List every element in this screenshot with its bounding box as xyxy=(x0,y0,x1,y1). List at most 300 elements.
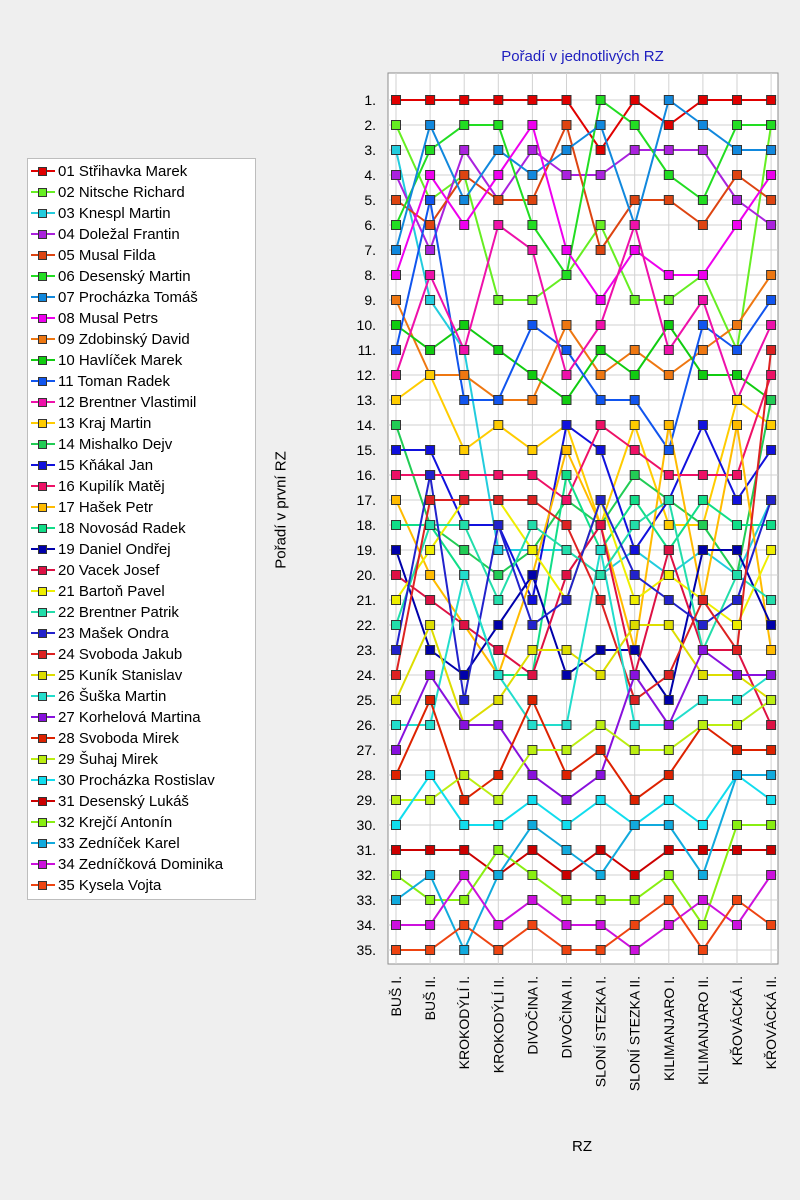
legend-label: 19 Daniel Ondřej xyxy=(58,541,171,558)
data-point xyxy=(664,271,673,280)
legend-label: 11 Toman Radek xyxy=(58,373,171,390)
data-point xyxy=(494,146,503,155)
data-point xyxy=(494,346,503,355)
data-point xyxy=(562,321,571,330)
data-point xyxy=(664,546,673,555)
x-tick-label: KILIMANJARO II. xyxy=(694,976,711,1085)
y-tick-label: 3. xyxy=(364,142,376,158)
data-point xyxy=(392,821,401,830)
data-point xyxy=(698,871,707,880)
data-point xyxy=(596,246,605,255)
data-point xyxy=(733,396,742,405)
data-point xyxy=(460,571,469,580)
data-point xyxy=(596,371,605,380)
data-point xyxy=(426,196,435,205)
data-point xyxy=(494,221,503,230)
data-point xyxy=(698,196,707,205)
data-point xyxy=(767,821,776,830)
data-point xyxy=(494,296,503,305)
data-point xyxy=(528,771,537,780)
data-point xyxy=(767,446,776,455)
data-point xyxy=(528,696,537,705)
data-point xyxy=(528,721,537,730)
data-point xyxy=(528,396,537,405)
data-point xyxy=(460,471,469,480)
data-point xyxy=(426,171,435,180)
data-point xyxy=(426,296,435,305)
data-point xyxy=(426,246,435,255)
y-tick-label: 17. xyxy=(356,492,376,508)
y-tick-label: 30. xyxy=(356,817,376,833)
data-point xyxy=(767,921,776,930)
legend-label: 32 Krejčí Antonín xyxy=(58,814,173,831)
data-point xyxy=(767,146,776,155)
data-point xyxy=(562,146,571,155)
data-point xyxy=(494,846,503,855)
data-point xyxy=(698,321,707,330)
data-point xyxy=(460,696,469,705)
data-point xyxy=(494,496,503,505)
data-point xyxy=(528,821,537,830)
x-tick-label: KŘOVÁCKÁ I. xyxy=(729,976,745,1066)
data-point xyxy=(460,546,469,555)
data-point xyxy=(528,446,537,455)
data-point xyxy=(733,896,742,905)
data-point xyxy=(630,446,639,455)
data-point xyxy=(664,746,673,755)
data-point xyxy=(630,571,639,580)
data-point xyxy=(392,721,401,730)
data-point xyxy=(528,521,537,530)
data-point xyxy=(630,121,639,130)
legend-label: 15 Kňákal Jan xyxy=(58,457,154,474)
data-point xyxy=(392,521,401,530)
data-point xyxy=(494,196,503,205)
data-point xyxy=(460,621,469,630)
legend-label: 03 Knespl Martin xyxy=(58,205,171,222)
data-point xyxy=(664,621,673,630)
data-point xyxy=(392,546,401,555)
data-point xyxy=(664,596,673,605)
data-point xyxy=(664,921,673,930)
data-point xyxy=(528,746,537,755)
y-tick-label: 6. xyxy=(364,217,376,233)
legend-label: 14 Mishalko Dejv xyxy=(58,436,173,453)
data-point xyxy=(562,921,571,930)
data-point xyxy=(562,746,571,755)
data-point xyxy=(392,571,401,580)
data-point xyxy=(392,671,401,680)
data-point xyxy=(494,796,503,805)
data-point xyxy=(698,221,707,230)
data-point xyxy=(562,371,571,380)
data-point xyxy=(392,221,401,230)
data-point xyxy=(698,921,707,930)
data-point xyxy=(426,446,435,455)
legend-label: 30 Procházka Rostislav xyxy=(58,772,215,789)
data-point xyxy=(426,596,435,605)
data-point xyxy=(630,246,639,255)
data-point xyxy=(664,471,673,480)
data-point xyxy=(528,246,537,255)
data-point xyxy=(494,96,503,105)
legend-label: 06 Desenský Martin xyxy=(58,268,191,285)
data-point xyxy=(562,671,571,680)
legend-label: 24 Svoboda Jakub xyxy=(58,646,183,663)
data-point xyxy=(562,946,571,955)
data-point xyxy=(426,796,435,805)
data-point xyxy=(460,521,469,530)
data-point xyxy=(767,271,776,280)
data-point xyxy=(426,146,435,155)
data-point xyxy=(426,921,435,930)
legend-label: 08 Musal Petrs xyxy=(58,310,159,327)
legend-label: 07 Procházka Tomáš xyxy=(58,289,198,306)
data-point xyxy=(494,646,503,655)
data-point xyxy=(733,196,742,205)
y-tick-label: 4. xyxy=(364,167,376,183)
y-tick-label: 9. xyxy=(364,292,376,308)
data-point xyxy=(767,746,776,755)
x-tick-label: DIVOČINA I. xyxy=(524,976,541,1055)
data-point xyxy=(392,746,401,755)
data-point xyxy=(460,896,469,905)
legend-label: 25 Kuník Stanislav xyxy=(58,667,183,684)
data-point xyxy=(392,371,401,380)
y-tick-label: 10. xyxy=(356,317,376,333)
data-point xyxy=(698,596,707,605)
legend-label: 33 Zedníček Karel xyxy=(58,835,180,852)
data-point xyxy=(460,171,469,180)
data-point xyxy=(460,946,469,955)
y-tick-label: 13. xyxy=(356,392,376,408)
data-point xyxy=(767,846,776,855)
data-point xyxy=(664,896,673,905)
data-point xyxy=(562,471,571,480)
data-point xyxy=(733,171,742,180)
data-point xyxy=(664,371,673,380)
data-point xyxy=(664,171,673,180)
data-point xyxy=(392,96,401,105)
data-point xyxy=(528,571,537,580)
data-point xyxy=(494,696,503,705)
data-point xyxy=(528,846,537,855)
data-point xyxy=(767,96,776,105)
data-point xyxy=(767,421,776,430)
data-point xyxy=(528,196,537,205)
data-point xyxy=(426,96,435,105)
data-point xyxy=(698,696,707,705)
x-tick-label: SLONÍ STEZKA I. xyxy=(592,976,609,1088)
data-point xyxy=(426,471,435,480)
data-point xyxy=(630,646,639,655)
data-point xyxy=(562,796,571,805)
data-point xyxy=(460,146,469,155)
legend-label: 21 Bartoň Pavel xyxy=(58,583,165,600)
data-point xyxy=(767,296,776,305)
data-point xyxy=(426,496,435,505)
data-point xyxy=(460,346,469,355)
data-point xyxy=(460,371,469,380)
data-point xyxy=(630,221,639,230)
data-point xyxy=(426,696,435,705)
data-point xyxy=(733,96,742,105)
data-point xyxy=(562,896,571,905)
data-point xyxy=(733,646,742,655)
legend-label: 10 Havlíček Marek xyxy=(58,352,183,369)
data-point xyxy=(664,671,673,680)
legend-label: 01 Střihavka Marek xyxy=(58,163,188,180)
data-point xyxy=(426,721,435,730)
y-tick-label: 31. xyxy=(356,842,376,858)
x-axis-label: RZ xyxy=(572,1138,592,1155)
data-point xyxy=(698,296,707,305)
data-point xyxy=(528,96,537,105)
data-point xyxy=(733,546,742,555)
data-point xyxy=(630,621,639,630)
y-tick-label: 8. xyxy=(364,267,376,283)
legend-label: 34 Zedníčková Dominika xyxy=(58,856,224,873)
data-point xyxy=(528,621,537,630)
y-tick-label: 32. xyxy=(356,867,376,883)
data-point xyxy=(698,546,707,555)
data-point xyxy=(528,921,537,930)
data-point xyxy=(460,671,469,680)
data-point xyxy=(596,896,605,905)
data-point xyxy=(528,546,537,555)
data-point xyxy=(392,496,401,505)
data-point xyxy=(392,871,401,880)
data-point xyxy=(767,771,776,780)
data-point xyxy=(733,571,742,580)
data-point xyxy=(733,471,742,480)
y-tick-label: 7. xyxy=(364,242,376,258)
data-point xyxy=(460,871,469,880)
data-point xyxy=(562,571,571,580)
data-point xyxy=(733,496,742,505)
legend-label: 04 Doležal Frantin xyxy=(58,226,180,243)
data-point xyxy=(767,396,776,405)
data-point xyxy=(664,446,673,455)
data-point xyxy=(630,821,639,830)
data-point xyxy=(562,171,571,180)
data-point xyxy=(596,721,605,730)
legend-label: 28 Svoboda Mirek xyxy=(58,730,179,747)
data-point xyxy=(596,121,605,130)
data-point xyxy=(392,196,401,205)
data-point xyxy=(494,421,503,430)
data-point xyxy=(733,596,742,605)
data-point xyxy=(494,671,503,680)
x-tick-label: SLONÍ STEZKA II. xyxy=(626,976,643,1092)
data-point xyxy=(528,121,537,130)
data-point xyxy=(426,521,435,530)
data-point xyxy=(698,271,707,280)
data-point xyxy=(664,196,673,205)
data-point xyxy=(494,921,503,930)
y-tick-label: 2. xyxy=(364,117,376,133)
y-axis-label: Pořadí v první RZ xyxy=(272,451,290,569)
y-tick-label: 27. xyxy=(356,742,376,758)
data-point xyxy=(426,121,435,130)
data-point xyxy=(698,421,707,430)
data-point xyxy=(562,596,571,605)
data-point xyxy=(392,446,401,455)
data-point xyxy=(460,771,469,780)
data-point xyxy=(562,521,571,530)
data-point xyxy=(698,821,707,830)
data-point xyxy=(767,371,776,380)
legend-label: 17 Hašek Petr xyxy=(58,499,154,516)
x-tick-label: KŘOVÁCKÁ II. xyxy=(763,976,780,1070)
y-tick-label: 28. xyxy=(356,767,376,783)
y-tick-label: 20. xyxy=(356,567,376,583)
data-point xyxy=(426,671,435,680)
x-tick-label: BUŠ II. xyxy=(422,976,439,1021)
data-point xyxy=(426,846,435,855)
data-point xyxy=(426,871,435,880)
data-point xyxy=(698,146,707,155)
data-point xyxy=(494,821,503,830)
data-point xyxy=(596,521,605,530)
data-point xyxy=(767,621,776,630)
data-point xyxy=(528,171,537,180)
y-tick-label: 26. xyxy=(356,717,376,733)
data-point xyxy=(426,221,435,230)
data-point xyxy=(460,196,469,205)
data-point xyxy=(392,646,401,655)
data-point xyxy=(392,171,401,180)
data-point xyxy=(392,796,401,805)
data-point xyxy=(392,896,401,905)
data-point xyxy=(562,821,571,830)
y-tick-label: 1. xyxy=(364,92,376,108)
data-point xyxy=(664,121,673,130)
data-point xyxy=(630,796,639,805)
data-point xyxy=(392,271,401,280)
data-point xyxy=(460,221,469,230)
data-point xyxy=(698,96,707,105)
data-point xyxy=(494,571,503,580)
legend-label: 20 Vacek Josef xyxy=(58,562,160,579)
data-point xyxy=(698,371,707,380)
data-point xyxy=(596,921,605,930)
data-point xyxy=(596,746,605,755)
data-point xyxy=(392,396,401,405)
data-point xyxy=(596,321,605,330)
data-point xyxy=(460,96,469,105)
data-point xyxy=(630,396,639,405)
data-point xyxy=(767,696,776,705)
data-point xyxy=(664,296,673,305)
data-point xyxy=(630,721,639,730)
data-point xyxy=(733,221,742,230)
data-point xyxy=(562,646,571,655)
data-point xyxy=(528,896,537,905)
data-point xyxy=(630,596,639,605)
data-point xyxy=(767,221,776,230)
data-point xyxy=(698,471,707,480)
x-tick-label: KILIMANJARO I. xyxy=(660,976,677,1082)
data-point xyxy=(596,796,605,805)
data-point xyxy=(733,696,742,705)
data-point xyxy=(630,746,639,755)
y-tick-label: 12. xyxy=(356,367,376,383)
data-point xyxy=(528,371,537,380)
data-point xyxy=(733,371,742,380)
data-point xyxy=(596,146,605,155)
data-point xyxy=(426,646,435,655)
data-point xyxy=(596,871,605,880)
data-point xyxy=(630,896,639,905)
y-tick-label: 25. xyxy=(356,692,376,708)
data-point xyxy=(698,646,707,655)
data-point xyxy=(596,496,605,505)
data-point xyxy=(494,946,503,955)
data-point xyxy=(767,321,776,330)
data-point xyxy=(630,346,639,355)
data-point xyxy=(596,296,605,305)
data-point xyxy=(392,621,401,630)
data-point xyxy=(767,346,776,355)
data-point xyxy=(698,846,707,855)
data-point xyxy=(392,921,401,930)
data-point xyxy=(596,846,605,855)
y-tick-label: 11. xyxy=(357,342,376,358)
data-point xyxy=(733,346,742,355)
data-point xyxy=(767,546,776,555)
data-point xyxy=(562,396,571,405)
y-tick-label: 33. xyxy=(356,892,376,908)
data-point xyxy=(460,321,469,330)
y-tick-label: 14. xyxy=(356,417,376,433)
y-tick-label: 23. xyxy=(356,642,376,658)
data-point xyxy=(528,871,537,880)
data-point xyxy=(596,546,605,555)
data-point xyxy=(664,521,673,530)
data-point xyxy=(562,871,571,880)
data-point xyxy=(733,721,742,730)
data-point xyxy=(698,621,707,630)
data-point xyxy=(392,946,401,955)
data-point xyxy=(426,946,435,955)
data-point xyxy=(767,671,776,680)
x-tick-label: DIVOČINA II. xyxy=(558,976,575,1059)
data-point xyxy=(630,921,639,930)
legend-label: 35 Kysela Vojta xyxy=(58,877,162,894)
data-point xyxy=(698,121,707,130)
data-point xyxy=(426,621,435,630)
data-point xyxy=(596,221,605,230)
data-point xyxy=(562,421,571,430)
legend-label: 12 Brentner Vlastimil xyxy=(58,394,197,411)
data-point xyxy=(767,521,776,530)
data-point xyxy=(630,196,639,205)
data-point xyxy=(426,571,435,580)
legend-label: 18 Novosád Radek xyxy=(58,520,186,537)
y-tick-label: 29. xyxy=(356,792,376,808)
data-point xyxy=(698,671,707,680)
data-point xyxy=(596,671,605,680)
data-point xyxy=(664,721,673,730)
data-point xyxy=(733,821,742,830)
data-point xyxy=(528,796,537,805)
data-point xyxy=(596,346,605,355)
data-point xyxy=(767,721,776,730)
data-point xyxy=(460,721,469,730)
data-point xyxy=(494,596,503,605)
data-point xyxy=(494,471,503,480)
